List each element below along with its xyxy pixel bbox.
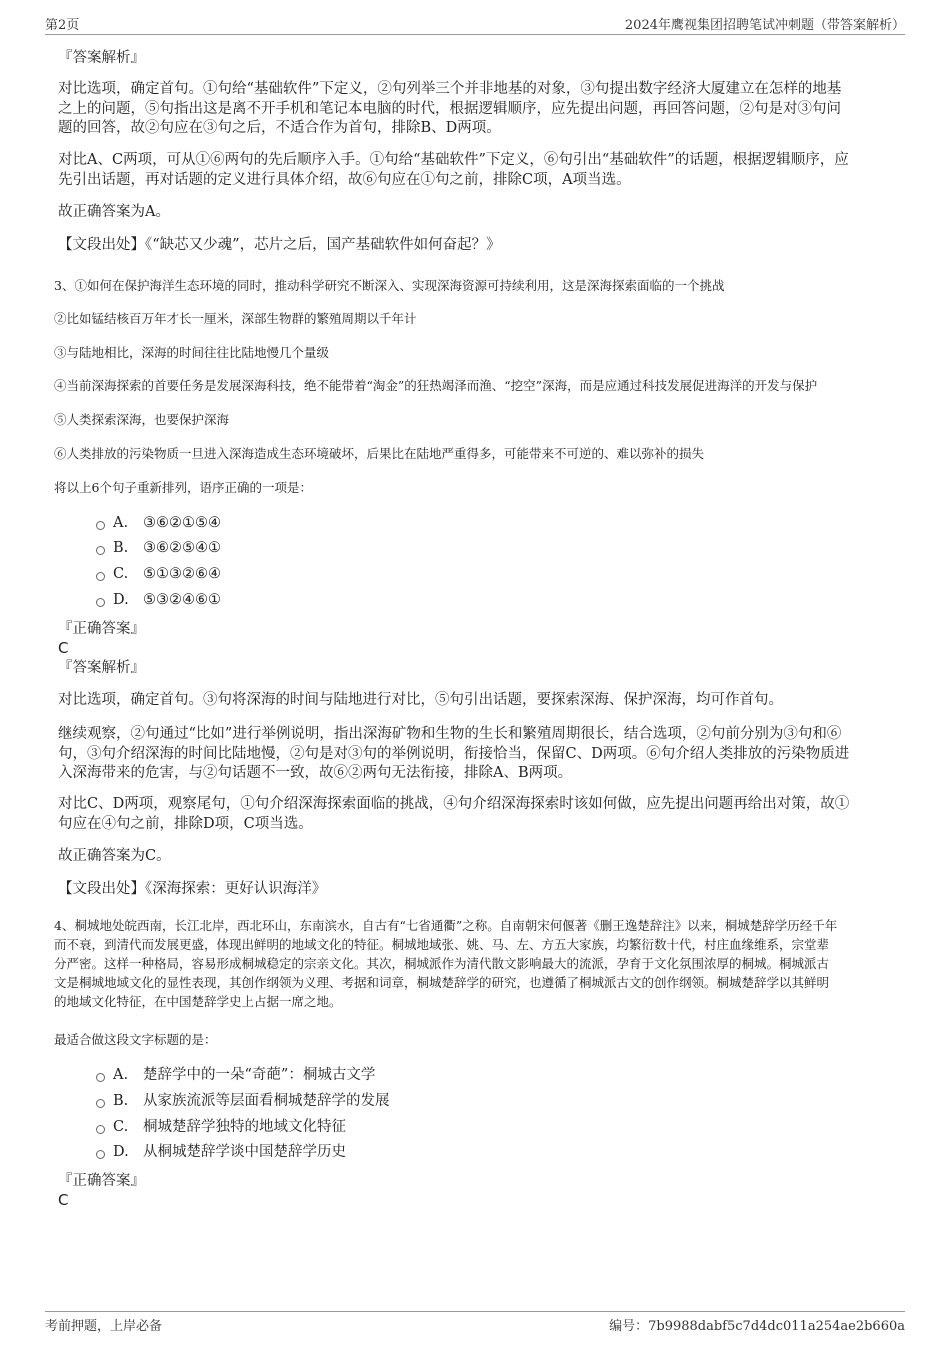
q4-correct-label: 『正确答案』 (58, 1173, 145, 1189)
q2-analysis-label: 『答案解析』 (58, 50, 145, 66)
document-id: 编号：7b9988dabf5c7d4dc011a254ae2b660a (609, 1319, 905, 1334)
q3-option-a[interactable]: A. ③⑥②①⑤④ (96, 513, 221, 533)
radio-icon[interactable] (96, 546, 105, 555)
footer-slogan: 考前押题，上岸必备 (45, 1319, 163, 1334)
q3-option-c[interactable]: C. ⑤①③②⑥④ (96, 564, 221, 584)
q3-analysis-label: 『答案解析』 (58, 660, 145, 676)
document-title: 2024年鹰视集团招聘笔试冲刺题（带答案解析） (624, 18, 905, 33)
q3-sentence-1: 3、①如何在保护海洋生态环境的同时，推动科学研究不断深入、实现深海资源可持续利用，这是深海探索面临的一个挑战 (54, 278, 725, 293)
q3-analysis-para-3: 对比C、D两项，观察尾句，①句介绍深海探索面临的挑战，④句介绍深海探索时该如何做，应先提出问题再给出对策，故① 句应在④句之前，排除D项，C项当选。 (58, 796, 850, 832)
q3-sentence-2: ②比如锰结核百万年才长一厘米，深部生物群的繁殖周期以千年计 (54, 311, 417, 326)
q3-analysis-para-2: 继续观察，②句通过“比如”进行举例说明，指出深海矿物和生物的生长和繁殖周期很长，结合选项，②句前分别为③句和⑥ 句，③句介绍深海的时间比陆地慢，②句是对③句的举例说明，衔接恰当，保留C、D两项。⑥句介绍人类排放的污染物质进 入深海带来的危害，与②句话题不一致，故⑥②两句无法衔接，排除A、B两项。 (58, 726, 850, 781)
q4-option-d[interactable]: D. 从桐城楚辞学谈中国楚辞学历史 (96, 1142, 346, 1162)
radio-icon[interactable] (96, 1125, 105, 1134)
q2-conclusion: 故正确答案为A。 (58, 204, 170, 220)
q4-option-c[interactable]: C. 桐城楚辞学独特的地域文化特征 (96, 1117, 346, 1137)
radio-icon[interactable] (96, 1073, 105, 1082)
q4-option-a[interactable]: A. 楚辞学中的一朵“奇葩”：桐城古文学 (96, 1065, 375, 1085)
page-header (45, 14, 905, 35)
q3-conclusion: 故正确答案为C。 (58, 848, 171, 864)
q3-prompt: 将以上6个句子重新排列，语序正确的一项是： (54, 480, 312, 495)
page-number: 第2页 (45, 18, 80, 33)
radio-icon[interactable] (96, 521, 105, 530)
q3-sentence-5: ⑤人类探索深海，也要保护深海 (54, 412, 230, 427)
q3-correct-answer: C (58, 639, 69, 657)
q3-sentence-6: ⑥人类排放的污染物质一旦进入深海造成生态环境破坏，后果比在陆地严重得多，可能带来不可逆的、难以弥补的损失 (54, 446, 705, 461)
q4-correct-answer: C (58, 1191, 69, 1209)
q3-option-d[interactable]: D. ⑤③②④⑥① (96, 590, 221, 610)
radio-icon[interactable] (96, 598, 105, 607)
q3-analysis-para-1: 对比选项，确定首句。③句将深海的时间与陆地进行对比，⑤句引出话题，要探索深海、保护深海，均可作首句。 (58, 692, 783, 708)
radio-icon[interactable] (96, 1099, 105, 1108)
q3-source: 【文段出处】《深海探索：更好认识海洋》 (58, 881, 327, 897)
q2-analysis-para-2: 对比A、C两项，可从①⑥两句的先后顺序入手。①句给“基础软件”下定义，⑥句引出“基础软件”的话题，根据逻辑顺序，应 先引出话题，再对话题的定义进行具体介绍，故⑥句应在①句之前，排除C项，A项当选。 (58, 152, 849, 188)
q4-passage: 4、桐城地处皖西南，长江北岸，西北环山，东南滨水，自古有“七省通衢”之称。自南朝宋何偃著《删王逸楚辞注》以来，桐城楚辞学历经千年 而不衰，到清代而发展更盛，体现出鲜明的地域文化的特征。桐城地域张、姚、马、左、方五大家族，均繁衍数十代，村庄血缘维系，宗堂辈 分严密。这样一种格局，容易形成桐城稳定的宗亲文化。其次，桐城派作为清代散文影响最大的流派，孕育于文化氛围浓厚的桐城。桐城派古 文是桐城地域文化的显性表现，其创作纲领为义理、考据和词章，桐城楚辞学的研究，也遵循了桐城派古文的创作纲领。桐城楚辞学以其鲜明 的地域文化特征，在中国楚辞学史上占据一席之地。 (54, 918, 838, 1009)
q3-sentence-3: ③与陆地相比，深海的时间往往比陆地慢几个量级 (54, 345, 330, 360)
q3-option-b[interactable]: B. ③⑥②⑤④① (96, 538, 221, 558)
page-footer (45, 1311, 905, 1334)
q2-analysis-para-1: 对比选项，确定首句。①句给“基础软件”下定义，②句列举三个并非地基的对象，③句提出数字经济大厦建立在怎样的地基 之上的问题，⑤句指出这是离不开手机和笔记本电脑的时代，根据逻辑顺序，应先提出问题，再回答问题，②句是对③句问 题的回答，故②句应在③句之后，不适合作为首句，排除B、D两项。 (58, 81, 842, 136)
radio-icon[interactable] (96, 1150, 105, 1159)
q4-option-b[interactable]: B. 从家族流派等层面看桐城楚辞学的发展 (96, 1091, 390, 1111)
q4-prompt: 最适合做这段文字标题的是： (54, 1032, 217, 1047)
q3-sentence-4: ④当前深海探索的首要任务是发展深海科技，绝不能带着“淘金”的狂热竭泽而渔、“挖空”深海，而是应通过科技发展促进海洋的开发与保护 (54, 378, 818, 393)
q3-correct-label: 『正确答案』 (58, 621, 145, 637)
q2-source: 【文段出处】《“缺芯又少魂”，芯片之后，国产基础软件如何奋起？》 (58, 237, 501, 253)
radio-icon[interactable] (96, 572, 105, 581)
